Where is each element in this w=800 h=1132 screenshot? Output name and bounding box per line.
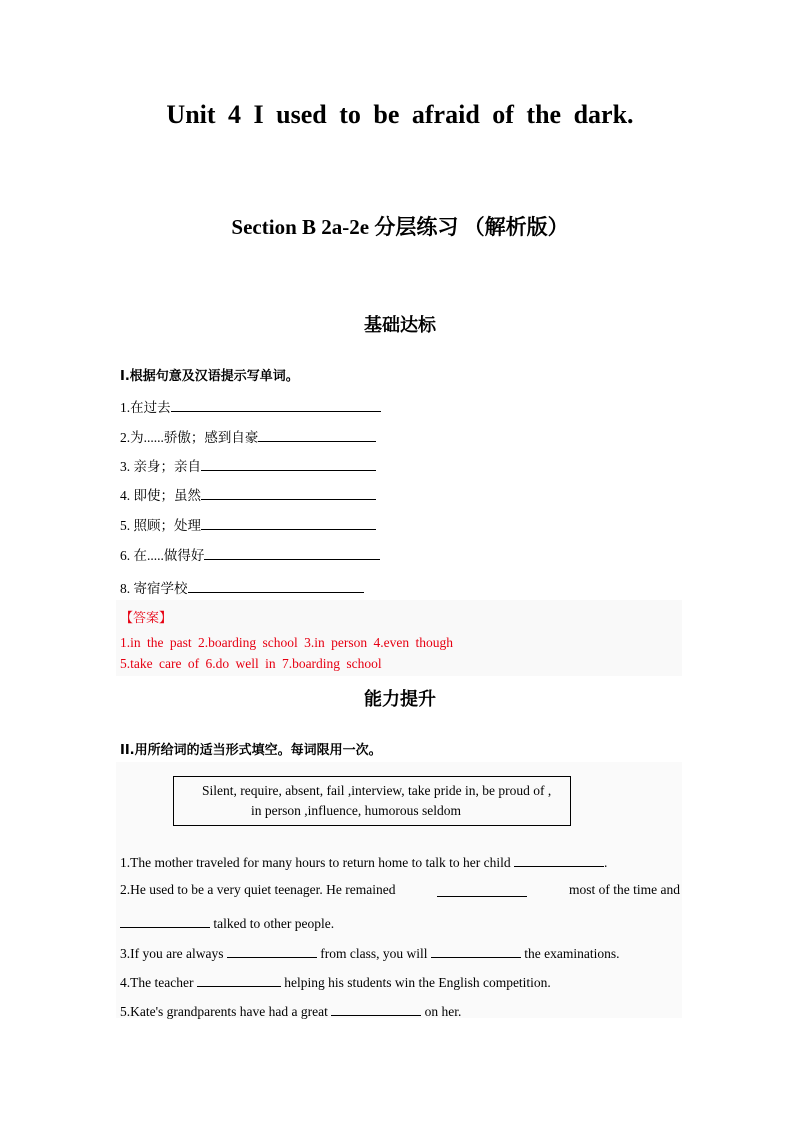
question-1: 1.The mother traveled for many hours to return home to talk to her child . — [120, 852, 607, 871]
answer-line-1: 1.in the past 2.boarding school 3.in person 4.even though — [120, 635, 453, 650]
answer-blank[interactable] — [201, 456, 376, 471]
answer-blank[interactable] — [201, 515, 376, 530]
answer-label: 【答案】 — [120, 611, 173, 626]
answer-blank[interactable] — [171, 397, 381, 412]
answer-blank[interactable] — [204, 545, 380, 560]
question-2-line-1: 2.He used to be a very quiet teenager. He remained most of the time and — [120, 882, 680, 897]
vocab-item-2: 2.为......骄傲；感到自豪 — [120, 426, 376, 446]
answer-blank[interactable] — [188, 578, 364, 593]
vocab-item-5: 5. 照顾；处理 — [120, 514, 376, 534]
vocab-item-3: 3. 亲身；亲自 — [120, 455, 376, 475]
vocab-item-6: 6. 在.....做得好 — [120, 544, 380, 564]
answer-blank[interactable] — [331, 1001, 421, 1016]
word-bank-line-1: Silent, require, absent, fail ,interview, take pride in, be proud of , — [202, 783, 552, 798]
page-title: Unit 4 I used to be afraid of the dark. — [166, 100, 634, 129]
question-3: 3.If you are always from class, you will the examinations. — [120, 943, 619, 962]
answer-blank[interactable] — [201, 485, 376, 500]
answer-blank[interactable] — [197, 972, 281, 987]
page-subtitle: Section B 2a-2e 分层练习 （解析版） — [231, 215, 569, 239]
question-5: 5.Kate's grandparents have had a great on her. — [120, 1001, 461, 1020]
advanced-instruction: II.用所给词的适当形式填空。每词限用一次。 — [120, 743, 382, 758]
word-bank-line-2: in person ,influence, humorous seldom — [251, 803, 461, 818]
question-2-line-2: talked to other people. — [120, 913, 334, 932]
vocab-item-1: 1.在过去 — [120, 396, 381, 416]
answer-line-2: 5.take care of 6.do well in 7.boarding school — [120, 656, 382, 671]
basic-section-heading: 基础达标 — [364, 315, 436, 336]
answer-blank[interactable] — [258, 427, 376, 442]
basic-instruction: Ⅰ.根据句意及汉语提示写单词。 — [120, 369, 299, 384]
answer-blank[interactable] — [227, 943, 317, 958]
word-bank-box — [173, 776, 571, 826]
advanced-section-heading: 能力提升 — [364, 689, 436, 710]
vocab-item-8: 8. 寄宿学校 — [120, 577, 364, 597]
question-4: 4.The teacher helping his students win the English competition. — [120, 972, 551, 991]
answer-blank[interactable] — [120, 913, 210, 928]
answer-blank[interactable] — [437, 882, 527, 897]
vocab-item-4: 4. 即使；虽然 — [120, 484, 376, 504]
answer-blank[interactable] — [431, 943, 521, 958]
answer-blank[interactable] — [514, 852, 604, 867]
